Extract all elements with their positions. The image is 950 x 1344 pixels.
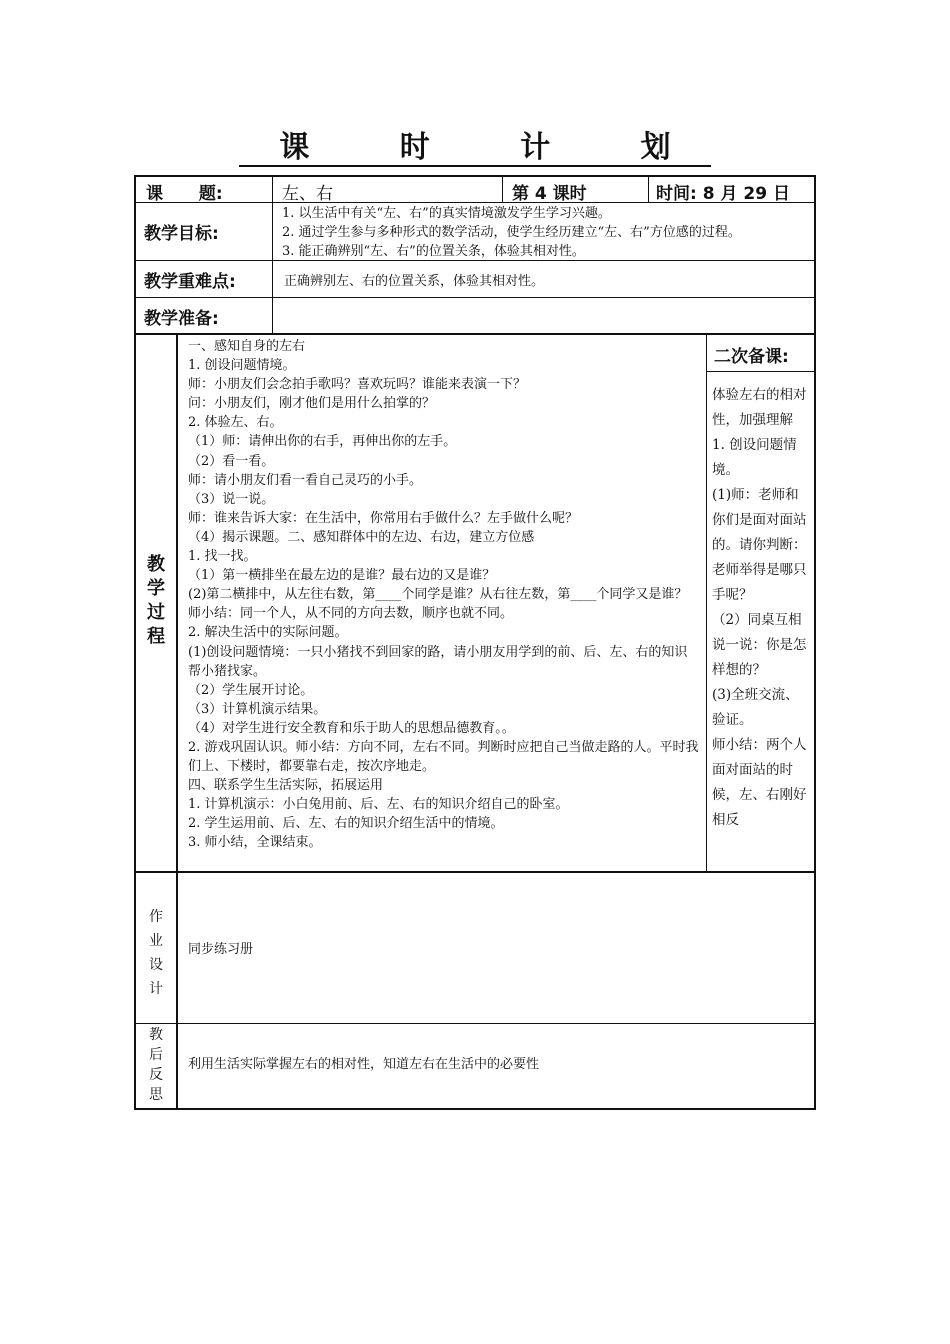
lesson-date: 时间: 8 月 29 日 bbox=[656, 184, 790, 204]
second-prep-line: （2）同桌互相说一说：你是怎样想的？ bbox=[712, 612, 807, 678]
process-line: （2）看一看。 bbox=[188, 453, 275, 469]
second-prep-content bbox=[712, 383, 812, 833]
process-line: 2. 游戏巩固认识。师小结：方向不同，左右不同。判断时应把自己当做走路的人。平时我们上、下楼时，都要靠右走，按次序地走。 bbox=[188, 739, 699, 775]
process-line: 1. 计算机演示：小白兔用前、后、左、右的知识介绍自己的卧室。 bbox=[188, 797, 569, 813]
preparation-label: 教学准备: bbox=[144, 309, 219, 329]
second-prep-line: 体验左右的相对性，加强理解 bbox=[712, 387, 807, 428]
process-line: （1）第一横排坐在最左边的是谁？最右边的又是谁？ bbox=[188, 568, 496, 584]
process-line: 问：小朋友们，刚才他们是用什么拍掌的？ bbox=[188, 396, 436, 412]
process-line: （3）说一说。 bbox=[188, 491, 275, 507]
objective-item: 1. 以生活中有关“左、右”的真实情境激发学生学习兴趣。 bbox=[282, 206, 611, 221]
key-points-text: 正确辨别左、右的位置关系，体验其相对性。 bbox=[284, 274, 545, 289]
process-line: （2）学生展开讨论。 bbox=[188, 682, 314, 698]
process-content bbox=[188, 337, 700, 853]
key-points-label: 教学重难点: bbox=[144, 272, 236, 292]
second-prep-line: (1)师：老师和你们是面对面站的。请你判断：老师举得是哪只手呢？ bbox=[712, 487, 807, 603]
reflection-label: 教 后 反 思 bbox=[149, 1027, 163, 1103]
homework-text: 同步练习册 bbox=[188, 942, 254, 957]
process-line: （3）计算机演示结果。 bbox=[188, 701, 327, 717]
process-line: 1. 创设问题情境。 bbox=[188, 358, 296, 374]
process-line: 2. 体验左、右。 bbox=[188, 415, 283, 431]
process-line: 2. 解决生活中的实际问题。 bbox=[188, 625, 348, 641]
process-line: 师小结：同一个人，从不同的方向去数，顺序也就不同。 bbox=[188, 606, 514, 622]
reflection-text: 利用生活实际掌握左右的相对性，知道左右在生活中的必要性 bbox=[188, 1057, 540, 1072]
process-line: 2. 学生运用前、后、左、右的知识介绍生活中的情境。 bbox=[188, 816, 504, 832]
page-title: 课 时 计 划 bbox=[0, 128, 950, 168]
second-prep-label: 二次备课: bbox=[714, 347, 789, 367]
objective-item: 2. 通过学生参与多种形式的数学活动，使学生经历建立“左、右”方位感的过程。 bbox=[282, 225, 741, 240]
process-line: 四、联系学生生活实际，拓展运用 bbox=[188, 778, 384, 794]
process-line: 师：请小朋友们看一看自己灵巧的小手。 bbox=[188, 472, 423, 488]
process-line: 一、感知自身的左右 bbox=[188, 339, 306, 354]
process-line: 1. 找一找。 bbox=[188, 549, 257, 565]
process-label: 教 学 过 程 bbox=[147, 554, 165, 647]
process-line: 师：小朋友们会念拍手歌吗？喜欢玩吗？谁能来表演一下？ bbox=[188, 377, 527, 393]
topic-value: 左、右 bbox=[282, 184, 333, 204]
lesson-number: 第 4 课时 bbox=[512, 184, 587, 204]
topic-label: 课 题: bbox=[146, 184, 223, 204]
process-line: （1）师：请伸出你的右手，再伸出你的左手。 bbox=[188, 434, 457, 450]
second-prep-line: (3)全班交流、验证。 bbox=[712, 687, 799, 728]
process-line: 3. 师小结，全课结束。 bbox=[188, 835, 322, 851]
lesson-plan-table bbox=[134, 175, 816, 1110]
homework-label: 作 业 设 计 bbox=[149, 909, 163, 997]
objectives-label: 教学目标: bbox=[144, 224, 219, 244]
second-prep-line: 1. 创设问题情境。 bbox=[712, 437, 797, 478]
process-line: (2)第二横排中，从左往右数，第____个同学是谁？从右往左数，第____个同学又是谁？ bbox=[188, 587, 688, 603]
second-prep-line: 师小结：两个人面对面站的时候，左、右刚好相反 bbox=[712, 737, 807, 828]
process-line: (1)创设问题情境：一只小猪找不到回家的路，请小朋友用学到的前、后、左、右的知识帮小猪找家。 bbox=[188, 644, 688, 679]
process-line: 师：谁来告诉大家：在生活中，你常用右手做什么？左手做什么呢？ bbox=[188, 510, 579, 526]
objective-item: 3. 能正确辨别“左、右”的位置关条，体验其相对性。 bbox=[282, 244, 585, 259]
process-line: （4）对学生进行安全教育和乐于助人的思想品德教育。。 bbox=[188, 720, 515, 736]
process-line: （4）揭示课题。二、感知群体中的左边、右边，建立方位感 bbox=[188, 529, 535, 545]
